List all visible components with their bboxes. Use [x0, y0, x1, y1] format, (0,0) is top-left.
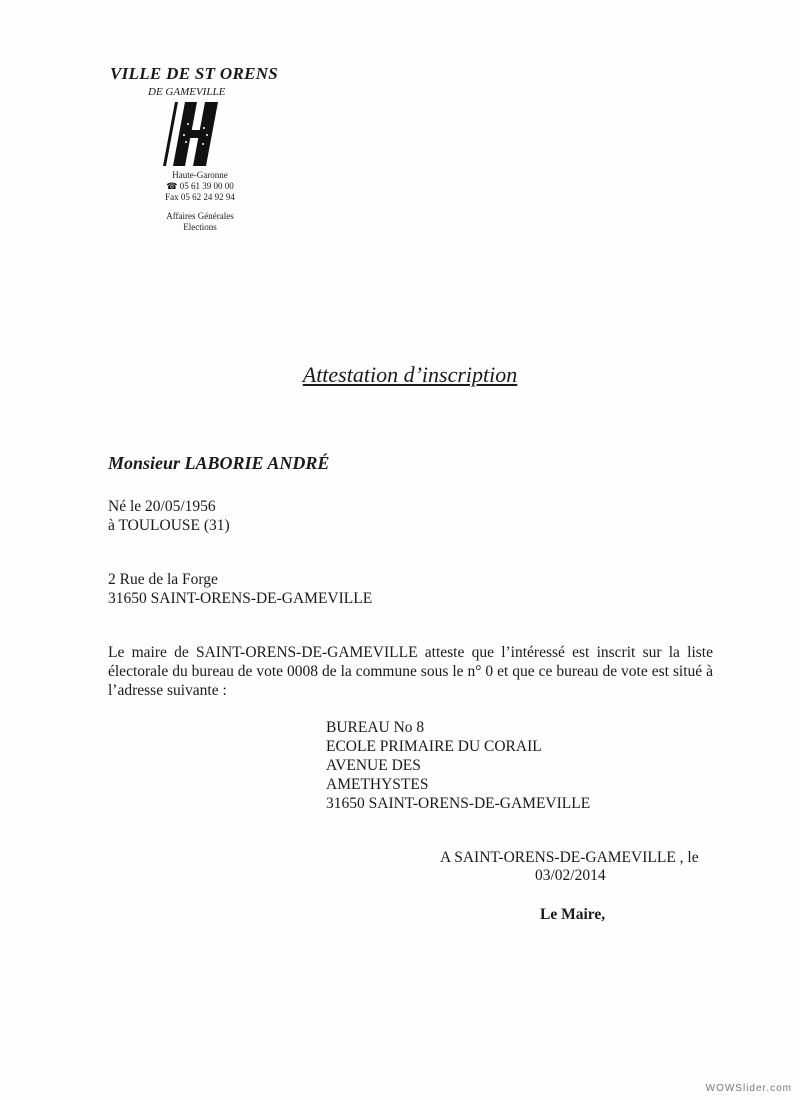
date: 03/02/2014 — [535, 867, 606, 884]
bureau-line: BUREAU No 8 — [326, 719, 425, 736]
letterhead-city-sub: DE GAMEVILLE — [148, 86, 226, 98]
region: Haute-Garonne — [172, 170, 228, 180]
fax: Fax 05 62 24 92 94 — [165, 192, 235, 202]
watermark: WOWSlider.com — [705, 1083, 792, 1094]
person-name: Monsieur LABORIE ANDRÉ — [108, 453, 330, 473]
phone-number: 05 61 39 00 00 — [179, 181, 234, 191]
phone-icon: ☎ — [166, 181, 180, 191]
department: Affaires Générales — [166, 211, 234, 221]
address-street: 2 Rue de la Forge — [108, 571, 218, 588]
attestation-text: Le maire de SAINT-ORENS-DE-GAMEVILLE atteste que l’intéressé est inscrit sur la liste électorale du bureau de vote 0008 de la commune sous le n° 0 et que ce bureau de vote est situé à l’adresse suivante : — [108, 644, 713, 699]
city-logo-icon — [163, 102, 228, 166]
service: Elections — [183, 222, 217, 232]
bureau-address — [326, 718, 590, 813]
signature-title: Le Maire, — [540, 906, 606, 923]
bureau-line: AMETHYSTES — [326, 776, 429, 793]
place: A SAINT-ORENS-DE-GAMEVILLE , le — [440, 849, 699, 866]
address-city: 31650 SAINT-ORENS-DE-GAMEVILLE — [108, 590, 373, 607]
bureau-line: AVENUE DES — [326, 757, 421, 774]
birth-place: à TOULOUSE (31) — [108, 517, 230, 534]
phone — [140, 181, 260, 192]
document-title: Attestation d’inscription — [302, 362, 518, 387]
birth-date: Né le 20/05/1956 — [108, 498, 216, 515]
bureau-line: ECOLE PRIMAIRE DU CORAIL — [326, 738, 542, 755]
letterhead-city: VILLE DE ST ORENS — [110, 64, 279, 83]
bureau-line: 31650 SAINT-ORENS-DE-GAMEVILLE — [326, 795, 591, 812]
